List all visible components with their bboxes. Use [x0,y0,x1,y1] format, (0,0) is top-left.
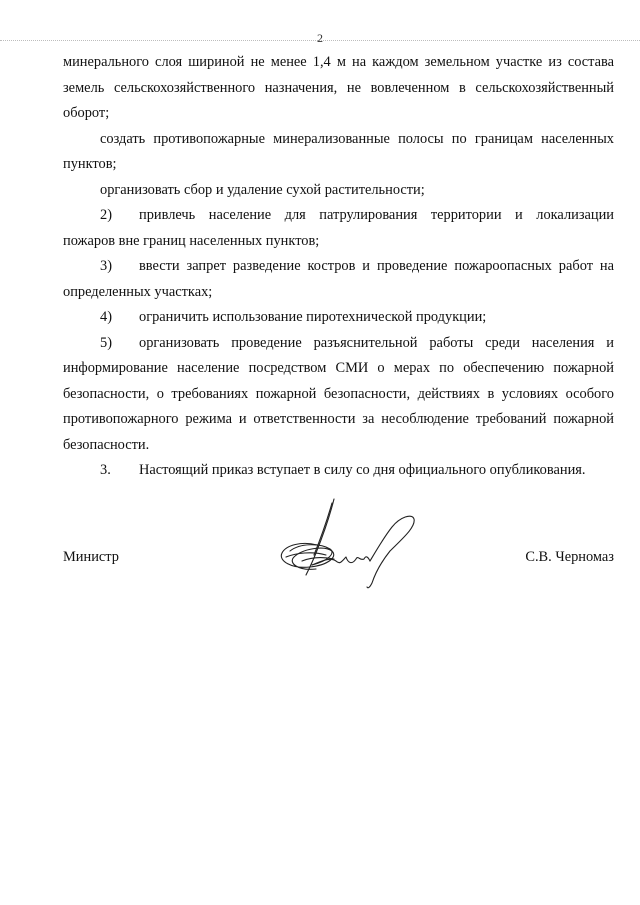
document-body [63,50,614,484]
list-item-text-continued: пожаров вне границ населенных пунктов; [63,232,320,249]
paragraph-vegetation-removal: организовать сбор и удаление сухой растительности; [100,181,425,198]
list-item-4 [63,305,614,331]
list-item-number: 4) [100,309,112,325]
list-item-number: 3) [100,258,112,274]
list-item-number: 5) [100,334,112,351]
list-item-text: организовать проведение разъяснительной работы среди населения и [139,334,614,351]
list-item-2 [63,203,614,254]
clause-text: Настоящий приказ вступает в силу со дня официального опубликования. [139,462,586,478]
signer-name: С.В. Черномаз [525,549,614,565]
paragraph-continuation: минерального слоя шириной не менее 1,4 м на каждом земельном участке из состава земель сельскохозяйственного назначения, не вовлеченном в сельскохозяйственный оборот; [63,54,614,121]
signer-title: Министр [63,549,119,565]
handwritten-signature [272,495,422,595]
list-item-number: 2) [100,207,112,223]
list-item-text-continued: информирование население посредством СМИ о мерах по обеспечению пожарной безопасности, о требованиях пожарной безопасности, действиях в условиях особого противопожарного режима и ответственности за несоблюдение требований пожарной безопасности. [63,360,614,453]
list-item-text: ограничить использование пиротехнической продукции; [139,309,487,325]
list-item-text-continued: определенных участках; [63,283,213,300]
page-number: 2 [317,31,323,45]
clause-number: 3. [100,462,111,478]
list-item-text: ввести запрет разведение костров и проведение пожароопасных работ на [139,258,614,274]
list-item-text: привлечь население для патрулирования территории и локализации [139,207,614,223]
list-item-3 [63,254,614,305]
paragraph-firebreaks: создать противопожарные минерализованные полосы по границам населенных пунктов; [63,130,614,172]
clause-3 [63,458,614,484]
list-item-5 [63,331,614,459]
